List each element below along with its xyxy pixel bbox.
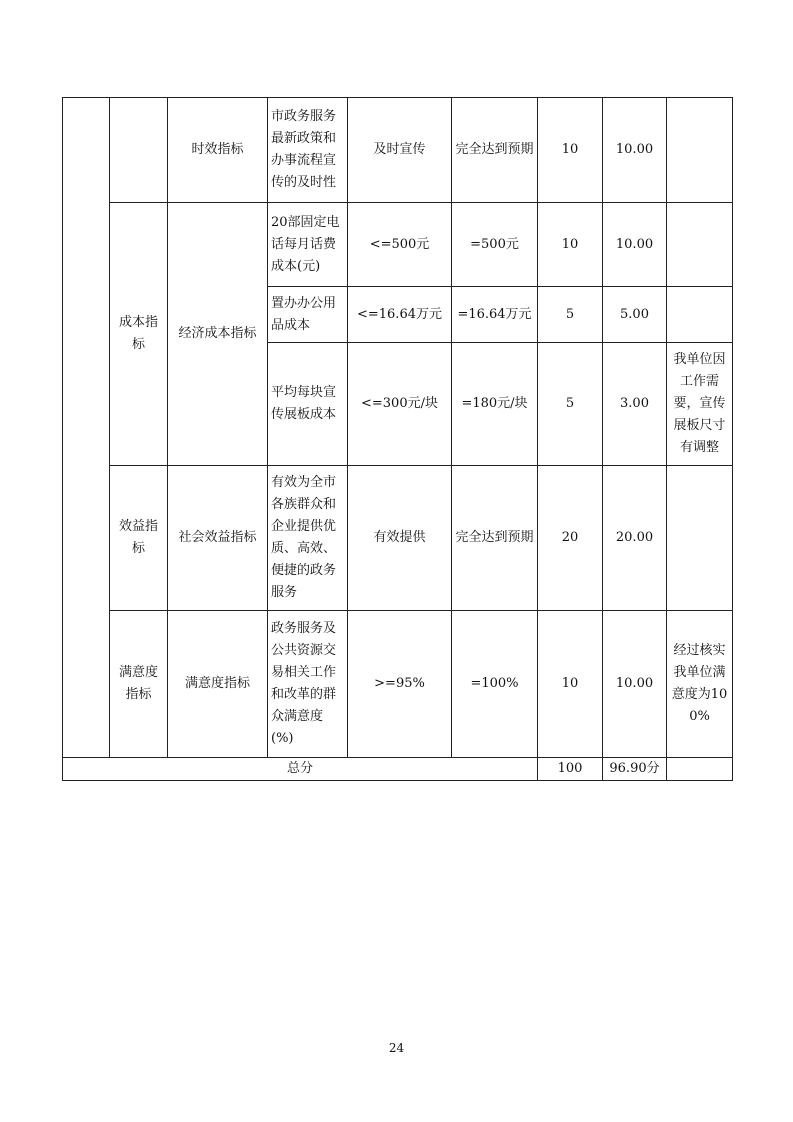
table-row: [63, 203, 733, 287]
actual-value-cell: =100%: [452, 611, 538, 758]
indicator-content-cell: 市政务服务最新政策和办事流程宣传的及时性: [268, 98, 348, 203]
score-cell: 10.00: [603, 98, 667, 203]
score-cell: 10.00: [603, 203, 667, 287]
secondary-indicator-cell: 满意度指标: [110, 611, 168, 758]
primary-indicator-cell: [63, 98, 110, 758]
performance-table: [62, 97, 733, 781]
weight-cell: 5: [538, 343, 603, 466]
weight-cell: 10: [538, 98, 603, 203]
weight-cell: 10: [538, 611, 603, 758]
score-cell: 5.00: [603, 287, 667, 343]
table-row: [63, 466, 733, 611]
actual-value-cell: =16.64万元: [452, 287, 538, 343]
actual-value-cell: =500元: [452, 203, 538, 287]
note-cell: 我单位因工作需要，宣传展板尺寸有调整: [667, 343, 733, 466]
tertiary-indicator-cell: 时效指标: [168, 98, 268, 203]
note-cell: 经过核实我单位满意度为100%: [667, 611, 733, 758]
secondary-indicator-cell: 成本指标: [110, 203, 168, 466]
actual-value-cell: 完全达到预期: [452, 466, 538, 611]
total-row: [63, 758, 733, 781]
weight-cell: 10: [538, 203, 603, 287]
total-weight: 100: [538, 758, 603, 781]
page-number: 24: [388, 1041, 405, 1055]
target-value-cell: <=300元/块: [348, 343, 452, 466]
weight-cell: 5: [538, 287, 603, 343]
actual-value-cell: =180元/块: [452, 343, 538, 466]
target-value-cell: 有效提供: [348, 466, 452, 611]
total-score: 96.90分: [603, 758, 667, 781]
target-value-cell: <=500元: [348, 203, 452, 287]
note-cell: [667, 466, 733, 611]
secondary-indicator-cell: [110, 98, 168, 203]
score-cell: 20.00: [603, 466, 667, 611]
note-cell: [667, 287, 733, 343]
total-label: 总分: [63, 758, 538, 781]
actual-value-cell: 完全达到预期: [452, 98, 538, 203]
secondary-indicator-cell: 效益指标: [110, 466, 168, 611]
tertiary-indicator-cell: 社会效益指标: [168, 466, 268, 611]
table-row: [63, 611, 733, 758]
table-row: [63, 98, 733, 203]
target-value-cell: >=95%: [348, 611, 452, 758]
weight-cell: 20: [538, 466, 603, 611]
tertiary-indicator-cell: 满意度指标: [168, 611, 268, 758]
indicator-content-cell: 20部固定电话每月话费成本(元): [268, 203, 348, 287]
target-value-cell: <=16.64万元: [348, 287, 452, 343]
note-cell: [667, 98, 733, 203]
tertiary-indicator-cell: 经济成本指标: [168, 203, 268, 466]
score-cell: 10.00: [603, 611, 667, 758]
indicator-content-cell: 政务服务及公共资源交易相关工作和改革的群众满意度(%): [268, 611, 348, 758]
indicator-content-cell: 平均每块宣传展板成本: [268, 343, 348, 466]
total-note: [667, 758, 733, 781]
indicator-content-cell: 置办办公用品成本: [268, 287, 348, 343]
target-value-cell: 及时宣传: [348, 98, 452, 203]
indicator-content-cell: 有效为全市各族群众和企业提供优质、高效、便捷的政务服务: [268, 466, 348, 611]
score-cell: 3.00: [603, 343, 667, 466]
note-cell: [667, 203, 733, 287]
